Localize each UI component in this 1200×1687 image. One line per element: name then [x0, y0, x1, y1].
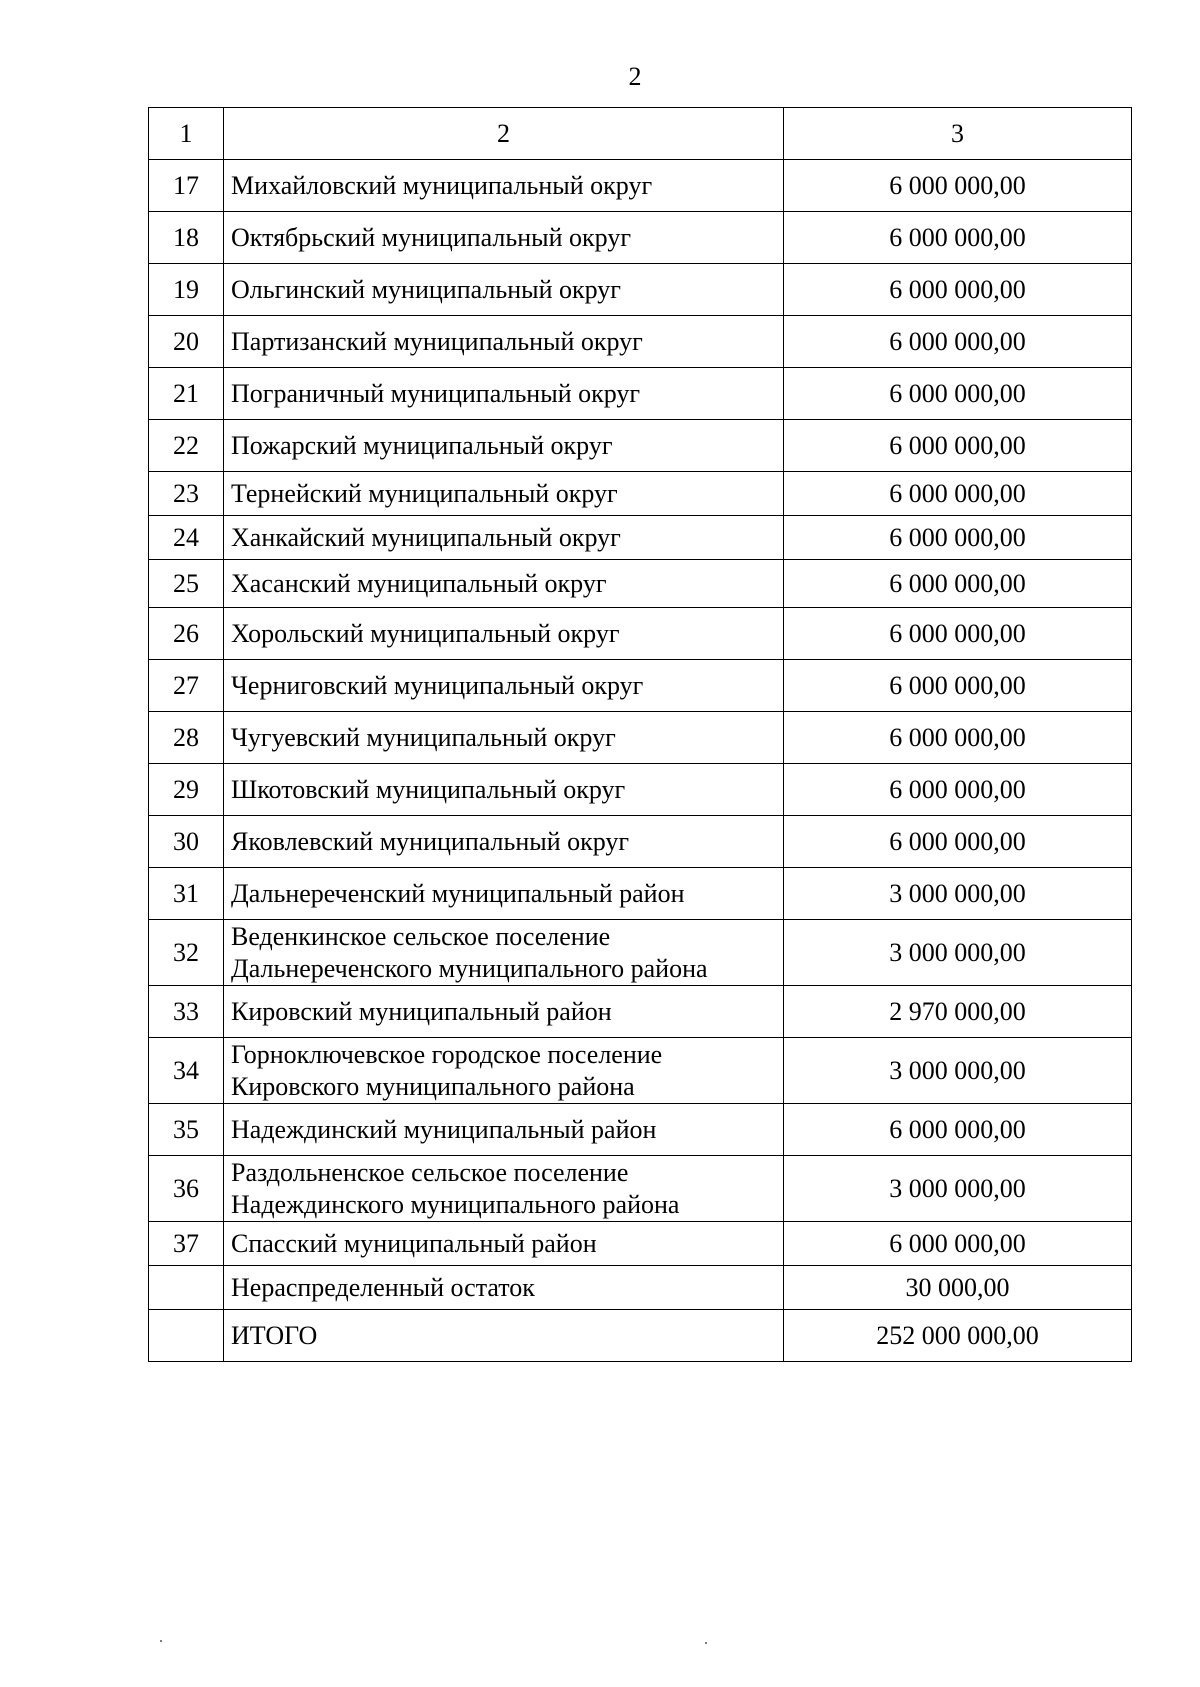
header-cell-name: 2 — [224, 108, 784, 160]
municipality-name-cell — [224, 816, 784, 868]
row-number-cell: 29 — [149, 764, 224, 816]
municipality-name-cell — [224, 986, 784, 1038]
municipality-name-cell — [224, 516, 784, 560]
amount-cell: 6 000 000,00 — [784, 560, 1132, 608]
row-number-cell: 25 — [149, 560, 224, 608]
table-row — [149, 986, 1132, 1038]
amount-cell: 3 000 000,00 — [784, 920, 1132, 986]
table-row — [149, 420, 1132, 472]
municipality-name-cell — [224, 660, 784, 712]
municipality-name-line: Спасский муниципальный район — [231, 1228, 597, 1258]
row-number-cell: 36 — [149, 1156, 224, 1222]
amount-cell: 6 000 000,00 — [784, 472, 1132, 516]
municipality-name-line: ИТОГО — [231, 1320, 318, 1350]
municipality-name-cell — [224, 1266, 784, 1310]
municipality-name-cell — [224, 1156, 784, 1222]
table-row — [149, 1104, 1132, 1156]
row-number-cell: 18 — [149, 212, 224, 264]
page-number: 2 — [628, 62, 642, 91]
table-row — [149, 816, 1132, 868]
amount-cell: 6 000 000,00 — [784, 516, 1132, 560]
municipality-name-cell — [224, 1222, 784, 1266]
municipality-name-line: Кировского муниципального района — [231, 1071, 635, 1101]
scan-speck-left — [160, 1640, 162, 1642]
amount-cell: 6 000 000,00 — [784, 608, 1132, 660]
header-cell-amount: 3 — [784, 108, 1132, 160]
amount-cell: 6 000 000,00 — [784, 1222, 1132, 1266]
amount-cell: 2 970 000,00 — [784, 986, 1132, 1038]
table-row — [149, 368, 1132, 420]
row-number-cell: 33 — [149, 986, 224, 1038]
amount-cell: 3 000 000,00 — [784, 1038, 1132, 1104]
row-number-cell: 27 — [149, 660, 224, 712]
table-row — [149, 212, 1132, 264]
row-number-cell: 32 — [149, 920, 224, 986]
row-number-cell: 30 — [149, 816, 224, 868]
table-header-row — [149, 108, 1132, 160]
amount-cell: 6 000 000,00 — [784, 264, 1132, 316]
municipality-name-line: Дальнереченского муниципального района — [231, 953, 708, 983]
municipality-name-cell — [224, 1038, 784, 1104]
amount-cell: 6 000 000,00 — [784, 1104, 1132, 1156]
municipality-name-line: Пограничный муниципальный округ — [231, 378, 641, 408]
municipality-name-line: Шкотовский муниципальный округ — [231, 774, 626, 804]
table-row — [149, 712, 1132, 764]
table-row — [149, 1310, 1132, 1362]
municipality-name-line: Партизанский муниципальный округ — [231, 326, 643, 356]
municipality-name-cell — [224, 1310, 784, 1362]
row-number-cell — [149, 1310, 224, 1362]
municipality-name-cell — [224, 160, 784, 212]
amount-cell: 6 000 000,00 — [784, 764, 1132, 816]
row-number-cell: 26 — [149, 608, 224, 660]
amount-cell: 6 000 000,00 — [784, 660, 1132, 712]
municipality-name-line: Хорольский муниципальный округ — [231, 618, 620, 648]
row-number-cell — [149, 1266, 224, 1310]
table-row — [149, 160, 1132, 212]
municipality-name-cell — [224, 764, 784, 816]
table-row — [149, 764, 1132, 816]
amount-cell: 6 000 000,00 — [784, 712, 1132, 764]
municipality-name-line: Чугуевский муниципальный округ — [231, 722, 616, 752]
municipality-name-cell — [224, 920, 784, 986]
municipality-name-line: Тернейский муниципальный округ — [231, 478, 618, 508]
municipality-name-line: Нераспределенный остаток — [231, 1272, 535, 1302]
municipality-name-cell — [224, 608, 784, 660]
table-row — [149, 264, 1132, 316]
row-number-cell: 31 — [149, 868, 224, 920]
row-number-cell: 19 — [149, 264, 224, 316]
municipality-name-line: Михайловский муниципальный округ — [231, 170, 653, 200]
municipality-name-cell — [224, 316, 784, 368]
table-row — [149, 1156, 1132, 1222]
municipality-name-cell — [224, 264, 784, 316]
scan-speck-center — [705, 1642, 707, 1644]
municipality-name-line: Кировский муниципальный район — [231, 996, 612, 1026]
municipality-name-line: Веденкинское сельское поселение — [231, 921, 611, 951]
amount-cell: 3 000 000,00 — [784, 1156, 1132, 1222]
row-number-cell: 17 — [149, 160, 224, 212]
amount-cell: 6 000 000,00 — [784, 368, 1132, 420]
row-number-cell: 22 — [149, 420, 224, 472]
table-row — [149, 868, 1132, 920]
municipality-name-line: Яковлевский муниципальный округ — [231, 826, 630, 856]
table-row — [149, 316, 1132, 368]
municipality-name-cell — [224, 212, 784, 264]
table-row — [149, 1222, 1132, 1266]
municipality-name-cell — [224, 368, 784, 420]
row-number-cell: 23 — [149, 472, 224, 516]
amount-cell: 6 000 000,00 — [784, 420, 1132, 472]
municipality-name-cell — [224, 868, 784, 920]
row-number-cell: 37 — [149, 1222, 224, 1266]
row-number-cell: 34 — [149, 1038, 224, 1104]
amount-cell: 30 000,00 — [784, 1266, 1132, 1310]
municipality-name-line: Раздольненское сельское поселение — [231, 1157, 629, 1187]
municipality-name-cell — [224, 1104, 784, 1156]
row-number-cell: 21 — [149, 368, 224, 420]
row-number-cell: 24 — [149, 516, 224, 560]
allocation-table — [148, 107, 1132, 1362]
municipality-name-cell — [224, 560, 784, 608]
table-row — [149, 516, 1132, 560]
row-number-cell: 35 — [149, 1104, 224, 1156]
municipality-name-line: Ольгинский муниципальный округ — [231, 274, 621, 304]
municipality-name-line: Октябрьский муниципальный округ — [231, 222, 632, 252]
header-cell-number: 1 — [149, 108, 224, 160]
amount-cell: 6 000 000,00 — [784, 160, 1132, 212]
municipality-name-cell — [224, 420, 784, 472]
municipality-name-line: Пожарский муниципальный округ — [231, 430, 613, 460]
table-row — [149, 1038, 1132, 1104]
municipality-name-line: Хасанский муниципальный округ — [231, 568, 607, 598]
municipality-name-line: Ханкайский муниципальный округ — [231, 522, 621, 552]
amount-cell: 252 000 000,00 — [784, 1310, 1132, 1362]
amount-cell: 6 000 000,00 — [784, 212, 1132, 264]
table-row — [149, 1266, 1132, 1310]
municipality-name-cell — [224, 472, 784, 516]
municipality-name-line: Дальнереченский муниципальный район — [231, 878, 685, 908]
row-number-cell: 28 — [149, 712, 224, 764]
table-body — [149, 108, 1132, 1362]
municipality-name-line: Надеждинский муниципальный район — [231, 1114, 657, 1144]
municipality-name-cell — [224, 712, 784, 764]
table-row — [149, 472, 1132, 516]
municipality-name-line: Горноключевское городское поселение — [231, 1039, 663, 1069]
table-row — [149, 920, 1132, 986]
municipality-name-line: Надеждинского муниципального района — [231, 1189, 680, 1219]
municipality-name-line: Черниговский муниципальный округ — [231, 670, 644, 700]
amount-cell: 3 000 000,00 — [784, 868, 1132, 920]
table-row — [149, 608, 1132, 660]
row-number-cell: 20 — [149, 316, 224, 368]
table-row — [149, 660, 1132, 712]
amount-cell: 6 000 000,00 — [784, 816, 1132, 868]
amount-cell: 6 000 000,00 — [784, 316, 1132, 368]
table-row — [149, 560, 1132, 608]
